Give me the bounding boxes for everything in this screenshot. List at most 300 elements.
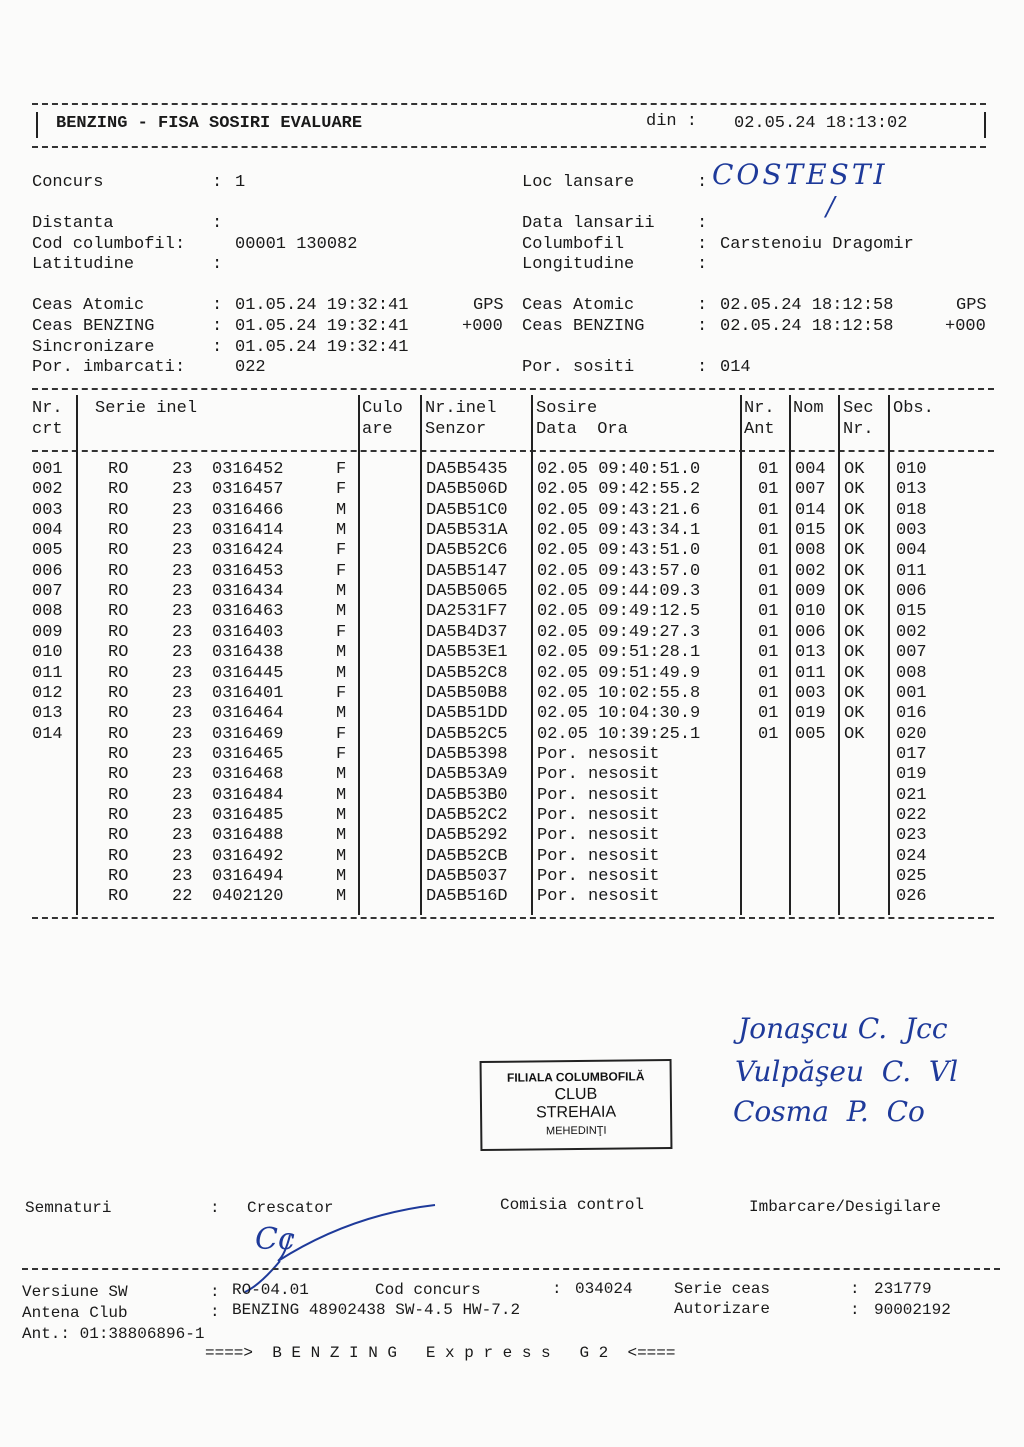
cell-obs: 017	[896, 744, 927, 764]
cell-antenna: 01	[758, 480, 779, 500]
column-divider	[358, 395, 360, 915]
colon: :	[697, 255, 708, 274]
cell-ring-number: 0316414	[212, 521, 284, 541]
column-divider	[76, 395, 78, 915]
colon: :	[552, 1280, 562, 1298]
cell-arrival: 02.05 10:39:25.1	[537, 724, 701, 744]
ceas-benzing-left-suffix: +000	[462, 317, 503, 336]
sincronizare-value: 01.05.24 19:32:41	[235, 338, 409, 357]
colon: :	[850, 1301, 860, 1319]
table-header-border	[32, 450, 994, 452]
divider	[32, 103, 986, 105]
cell-country: RO	[108, 765, 129, 785]
cell-sensor-ring: DA5B50B8	[426, 683, 508, 703]
cell-ring-number: 0316466	[212, 500, 284, 520]
cell-arrival: Por. nesosit	[537, 785, 660, 805]
colon: :	[697, 358, 708, 377]
cell-nom: 011	[795, 663, 826, 683]
cell-arrival: 02.05 09:43:57.0	[537, 561, 701, 581]
colon: :	[175, 358, 186, 377]
cell-sex: M	[336, 582, 347, 602]
cell-sensor-ring: DA5B52C6	[426, 541, 508, 561]
cell-year: 23	[172, 643, 193, 663]
cell-country: RO	[108, 724, 129, 744]
colon: :	[850, 1280, 860, 1298]
cell-obs: 020	[896, 724, 927, 744]
cell-obs: 004	[896, 541, 927, 561]
cell-arrival: 02.05 10:04:30.9	[537, 704, 701, 724]
cell-ring-number: 0316465	[212, 744, 284, 764]
cell-country: RO	[108, 480, 129, 500]
column-divider	[838, 395, 840, 915]
cell-arrival: 02.05 09:43:51.0	[537, 541, 701, 561]
cell-ring-number: 0316452	[212, 460, 284, 479]
cell-sensor-ring: DA5B5435	[426, 460, 508, 479]
cell-country: RO	[108, 887, 129, 907]
cell-year: 23	[172, 704, 193, 724]
cell-sex: F	[336, 622, 347, 642]
cell-year: 23	[172, 805, 193, 825]
cell-sensor-ring: DA5B5037	[426, 867, 508, 886]
cell-ring-number: 0316494	[212, 867, 284, 886]
cell-obs: 016	[896, 704, 927, 724]
cell-sex: M	[336, 500, 347, 520]
document-title: BENZING - FISA SOSIRI EVALUARE	[56, 114, 363, 133]
versiune-value: RO-04.01	[232, 1281, 309, 1299]
cell-sex: M	[336, 643, 347, 663]
comisia-label: Comisia control	[500, 1196, 645, 1214]
header-nr-inel: Nr.inel	[425, 399, 497, 418]
cell-sensor-ring: DA5B52C8	[426, 663, 508, 683]
cell-year: 23	[172, 561, 193, 581]
handwritten-name: Vulpăşeu C. Vl	[735, 1055, 959, 1088]
cell-arrival: Por. nesosit	[537, 887, 660, 907]
cell-year: 23	[172, 500, 193, 520]
cell-year: 23	[172, 724, 193, 744]
cell-country: RO	[108, 785, 129, 805]
cell-sec: OK	[844, 663, 865, 683]
header-data-ora: Data Ora	[536, 420, 628, 439]
cell-country: RO	[108, 521, 129, 541]
cell-sec: OK	[844, 643, 865, 663]
cell-year: 23	[172, 683, 193, 703]
cell-country: RO	[108, 460, 129, 479]
crescator-signature: Cc	[255, 1222, 295, 1257]
stamp-line: CLUB	[554, 1085, 598, 1104]
header-sosire: Sosire	[536, 399, 598, 418]
cell-sensor-ring: DA5B51DD	[426, 704, 508, 724]
cell-sensor-ring: DA5B506D	[426, 480, 508, 500]
cell-arrival: 02.05 09:51:28.1	[537, 643, 701, 663]
cell-arrival: Por. nesosit	[537, 744, 660, 764]
header-sec: Sec	[843, 399, 874, 418]
cell-antenna: 01	[758, 582, 779, 602]
antena-label: Antena Club	[22, 1304, 128, 1322]
cell-nom: 005	[795, 724, 826, 744]
imbarcare-label: Imbarcare/Desigilare	[749, 1198, 942, 1216]
cell-country: RO	[108, 541, 129, 561]
divider	[32, 146, 986, 148]
cell-arrival: Por. nesosit	[537, 846, 660, 866]
column-divider	[888, 395, 890, 915]
handwritten-name: Jonaşcu C. Jcc	[738, 1012, 948, 1045]
header-crt: crt	[32, 420, 63, 439]
cell-country: RO	[108, 582, 129, 602]
sositi-value: 014	[720, 358, 751, 377]
cell-sex: F	[336, 480, 347, 500]
cell-ring-number: 0316424	[212, 541, 284, 561]
cod-concurs-label: Cod concurs	[375, 1281, 481, 1299]
versiune-label: Versiune SW	[22, 1283, 128, 1301]
cell-sensor-ring: DA5B53A9	[426, 765, 508, 785]
header-nr: Nr.	[32, 399, 63, 418]
cell-arrival: 02.05 09:44:09.3	[537, 582, 701, 602]
cell-arrival: 02.05 09:40:51.0	[537, 460, 701, 479]
cell-sex: M	[336, 887, 347, 907]
ceas-atomic-left-suffix: GPS	[473, 296, 504, 315]
colon: :	[697, 296, 708, 315]
header-ant: Ant	[744, 420, 775, 439]
cell-sex: M	[336, 867, 347, 886]
cell-ring-number: 0316492	[212, 846, 284, 866]
cell-sex: F	[336, 683, 347, 703]
ceas-atomic-label: Ceas Atomic	[32, 296, 145, 315]
columbofil-value: Carstenoiu Dragomir	[720, 235, 914, 254]
crescator-label: Crescator	[247, 1199, 334, 1217]
ceas-benzing-label-right: Ceas BENZING	[522, 317, 645, 336]
colon: :	[212, 317, 223, 336]
cell-year: 23	[172, 663, 193, 683]
cell-obs: 011	[896, 561, 927, 581]
sositi-label: Por. sositi	[522, 358, 635, 377]
colon: :	[697, 235, 708, 254]
cell-antenna: 01	[758, 460, 779, 479]
cell-nom: 002	[795, 561, 826, 581]
cell-arrival: 02.05 10:02:55.8	[537, 683, 701, 703]
cell-ring-number: 0316401	[212, 683, 284, 703]
cell-sex: F	[336, 541, 347, 561]
cell-sensor-ring: DA5B5398	[426, 744, 508, 764]
cell-arrival: 02.05 09:51:49.9	[537, 663, 701, 683]
column-divider	[531, 395, 533, 915]
cell-country: RO	[108, 561, 129, 581]
antenna-id: Ant.: 01:38806896-1	[22, 1325, 205, 1343]
cell-nr-crt: 004	[32, 521, 63, 541]
cell-country: RO	[108, 622, 129, 642]
cell-antenna: 01	[758, 683, 779, 703]
cell-sex: M	[336, 663, 347, 683]
cell-obs: 026	[896, 887, 927, 907]
cell-ring-number: 0316468	[212, 765, 284, 785]
cell-ring-number: 0316434	[212, 582, 284, 602]
cell-sec: OK	[844, 724, 865, 744]
latitudine-label: Latitudine	[32, 255, 135, 274]
cell-country: RO	[108, 826, 129, 846]
cell-ring-number: 0316457	[212, 480, 284, 500]
columbofil-label: Columbofil	[522, 235, 625, 254]
cell-year: 23	[172, 785, 193, 805]
cell-nr-crt: 013	[32, 704, 63, 724]
cell-sex: M	[336, 785, 347, 805]
cell-obs: 008	[896, 663, 927, 683]
cell-year: 23	[172, 867, 193, 886]
cell-country: RO	[108, 602, 129, 622]
cell-sec: OK	[844, 500, 865, 520]
cell-sensor-ring: DA5B51C0	[426, 500, 508, 520]
cell-ring-number: 0316453	[212, 561, 284, 581]
stamp-line: STREHAIA	[535, 1103, 617, 1122]
cell-obs: 024	[896, 846, 927, 866]
cell-nr-crt: 003	[32, 500, 63, 520]
data-lansarii-label: Data lansarii	[522, 214, 655, 233]
cell-ring-number: 0316445	[212, 663, 284, 683]
cell-year: 23	[172, 541, 193, 561]
cell-nr-crt: 001	[32, 460, 63, 479]
cell-obs: 006	[896, 582, 927, 602]
cell-country: RO	[108, 704, 129, 724]
cell-ring-number: 0316485	[212, 805, 284, 825]
cell-nr-crt: 012	[32, 683, 63, 703]
cell-sec: OK	[844, 704, 865, 724]
din-label: din :	[646, 112, 698, 131]
cell-sex: M	[336, 846, 347, 866]
cell-sec: OK	[844, 521, 865, 541]
cod-columbofil-value: 00001 130082	[235, 235, 358, 254]
cell-sex: M	[336, 602, 347, 622]
autorizare-value: 90002192	[874, 1301, 951, 1319]
colon: :	[697, 214, 708, 233]
cell-sex: M	[336, 765, 347, 785]
cell-sensor-ring: DA5B516D	[426, 887, 508, 907]
cell-year: 23	[172, 582, 193, 602]
ceas-atomic-right-suffix: GPS	[956, 296, 987, 315]
cell-nr-crt: 005	[32, 541, 63, 561]
cell-obs: 007	[896, 643, 927, 663]
column-divider	[740, 395, 742, 915]
header-senzor: Senzor	[425, 420, 487, 439]
colon: :	[210, 1283, 220, 1301]
header-serie-inel: Serie inel	[95, 399, 198, 418]
sincronizare-label: Sincronizare	[32, 338, 155, 357]
cell-year: 23	[172, 846, 193, 866]
cell-nom: 015	[795, 521, 826, 541]
cell-sensor-ring: DA5B5065	[426, 582, 508, 602]
cell-country: RO	[108, 683, 129, 703]
ceas-benzing-right: 02.05.24 18:12:58	[720, 317, 894, 336]
cell-antenna: 01	[758, 724, 779, 744]
cell-nr-crt: 010	[32, 643, 63, 663]
cell-country: RO	[108, 805, 129, 825]
stamp-line: MEHEDINŢI	[545, 1124, 607, 1138]
cell-antenna: 01	[758, 663, 779, 683]
cell-year: 22	[172, 887, 193, 907]
cod-columbofil-label: Cod columbofil	[32, 235, 175, 254]
handwritten-name: Cosma P. Co	[733, 1095, 925, 1128]
cell-sex: F	[336, 460, 347, 479]
cell-arrival: Por. nesosit	[537, 867, 660, 886]
cell-antenna: 01	[758, 643, 779, 663]
colon: :	[210, 1303, 220, 1321]
cell-ring-number: 0316469	[212, 724, 284, 744]
ceas-atomic-right: 02.05.24 18:12:58	[720, 296, 894, 315]
cell-sec: OK	[844, 582, 865, 602]
header-culoare: Culo	[362, 399, 403, 418]
concurs-value: 1	[235, 173, 246, 192]
column-divider	[420, 395, 422, 915]
distanta-label: Distanta	[32, 214, 114, 233]
antena-value: BENZING 48902438 SW-4.5 HW-7.2	[232, 1301, 521, 1319]
cell-country: RO	[108, 846, 129, 866]
cell-nr-crt: 011	[32, 663, 63, 683]
cell-antenna: 01	[758, 521, 779, 541]
cell-arrival: 02.05 09:49:12.5	[537, 602, 701, 622]
cell-sensor-ring: DA2531F7	[426, 602, 508, 622]
cell-country: RO	[108, 663, 129, 683]
colon: :	[210, 1199, 220, 1217]
cell-sec: OK	[844, 683, 865, 703]
cell-obs: 015	[896, 602, 927, 622]
cell-sec: OK	[844, 460, 865, 479]
cell-antenna: 01	[758, 541, 779, 561]
colon: :	[212, 338, 223, 357]
autorizare-label: Autorizare	[674, 1300, 771, 1318]
ceas-benzing-label: Ceas BENZING	[32, 317, 155, 336]
cell-antenna: 01	[758, 704, 779, 724]
cell-sec: OK	[844, 602, 865, 622]
header-culoare-2: are	[362, 420, 393, 439]
divider	[984, 112, 986, 138]
cell-obs: 001	[896, 683, 927, 703]
colon: :	[212, 296, 223, 315]
cell-arrival: 02.05 09:43:34.1	[537, 521, 701, 541]
cell-nr-crt: 002	[32, 480, 63, 500]
cell-sensor-ring: DA5B5292	[426, 826, 508, 846]
divider	[36, 112, 38, 138]
colon: :	[212, 173, 223, 192]
header-nr-ant: Nr.	[744, 399, 775, 418]
print-timestamp: 02.05.24 18:13:02	[734, 114, 908, 133]
cell-nom: 009	[795, 582, 826, 602]
imbarcati-label: Por. imbarcati	[32, 358, 175, 377]
imbarcati-value: 022	[235, 358, 266, 377]
cell-ring-number: 0316488	[212, 826, 284, 846]
cell-nom: 014	[795, 500, 826, 520]
cell-arrival: 02.05 09:42:55.2	[537, 480, 701, 500]
column-divider	[789, 395, 791, 915]
cell-ring-number: 0316484	[212, 785, 284, 805]
cell-nom: 019	[795, 704, 826, 724]
cell-nr-crt: 009	[32, 622, 63, 642]
cell-sex: F	[336, 724, 347, 744]
cell-ring-number: 0316438	[212, 643, 284, 663]
header-nom: Nom	[793, 399, 824, 418]
footer-divider	[22, 1268, 1000, 1270]
cell-sensor-ring: DA5B52C5	[426, 724, 508, 744]
cell-nom: 008	[795, 541, 826, 561]
cell-ring-number: 0316463	[212, 602, 284, 622]
cell-country: RO	[108, 867, 129, 886]
cell-obs: 022	[896, 805, 927, 825]
cell-year: 23	[172, 765, 193, 785]
club-stamp	[480, 1059, 673, 1151]
cell-nom: 003	[795, 683, 826, 703]
cell-sex: F	[336, 561, 347, 581]
cell-sex: M	[336, 704, 347, 724]
cell-obs: 025	[896, 867, 927, 886]
cell-arrival: Por. nesosit	[537, 826, 660, 846]
colon: :	[212, 255, 223, 274]
cell-nr-crt: 007	[32, 582, 63, 602]
cell-sex: M	[336, 826, 347, 846]
cell-year: 23	[172, 744, 193, 764]
cell-sensor-ring: DA5B52C2	[426, 805, 508, 825]
cell-obs: 021	[896, 785, 927, 805]
cell-year: 23	[172, 622, 193, 642]
cell-obs: 002	[896, 622, 927, 642]
concurs-label: Concurs	[32, 173, 104, 192]
cell-nr-crt: 008	[32, 602, 63, 622]
cell-year: 23	[172, 480, 193, 500]
colon: :	[212, 214, 223, 233]
cell-obs: 023	[896, 826, 927, 846]
cell-sensor-ring: DA5B4D37	[426, 622, 508, 642]
cell-ring-number: 0316403	[212, 622, 284, 642]
cell-antenna: 01	[758, 602, 779, 622]
colon: :	[697, 173, 708, 192]
loc-lansare-value: COSTESTI	[712, 158, 888, 191]
table-bottom-border	[32, 917, 994, 919]
colon: :	[697, 317, 708, 336]
cell-country: RO	[108, 500, 129, 520]
cell-obs: 018	[896, 500, 927, 520]
ceas-benzing-right-suffix: +000	[945, 317, 986, 336]
cell-obs: 010	[896, 460, 927, 479]
colon: :	[175, 235, 186, 254]
cell-year: 23	[172, 460, 193, 479]
cell-obs: 003	[896, 521, 927, 541]
cell-antenna: 01	[758, 500, 779, 520]
cell-nr-crt: 014	[32, 724, 63, 744]
cell-sex: M	[336, 521, 347, 541]
cell-country: RO	[108, 643, 129, 663]
cell-country: RO	[108, 744, 129, 764]
header-sec-nr: Nr.	[843, 420, 874, 439]
table-top-border	[32, 388, 994, 390]
brand-line: ====> B E N Z I N G E x p r e s s G 2 <====	[205, 1344, 676, 1362]
cell-sec: OK	[844, 561, 865, 581]
cell-sensor-ring: DA5B5147	[426, 561, 508, 581]
cell-nom: 007	[795, 480, 826, 500]
loc-lansare-label: Loc lansare	[522, 173, 635, 192]
cell-sensor-ring: DA5B53B0	[426, 785, 508, 805]
cell-sec: OK	[844, 541, 865, 561]
cell-sensor-ring: DA5B531A	[426, 521, 508, 541]
ceas-benzing-left: 01.05.24 19:32:41	[235, 317, 409, 336]
cell-sex: M	[336, 805, 347, 825]
cell-arrival: Por. nesosit	[537, 765, 660, 785]
cell-sex: F	[336, 744, 347, 764]
cell-ring-number: 0316464	[212, 704, 284, 724]
cod-concurs-value: 034024	[575, 1280, 633, 1298]
semnaturi-label: Semnaturi	[25, 1199, 112, 1217]
cell-year: 23	[172, 521, 193, 541]
data-lansarii-value: /	[826, 192, 835, 222]
header-obs: Obs.	[893, 399, 934, 418]
cell-obs: 013	[896, 480, 927, 500]
cell-arrival: 02.05 09:49:27.3	[537, 622, 701, 642]
cell-obs: 019	[896, 765, 927, 785]
cell-arrival: 02.05 09:43:21.6	[537, 500, 701, 520]
